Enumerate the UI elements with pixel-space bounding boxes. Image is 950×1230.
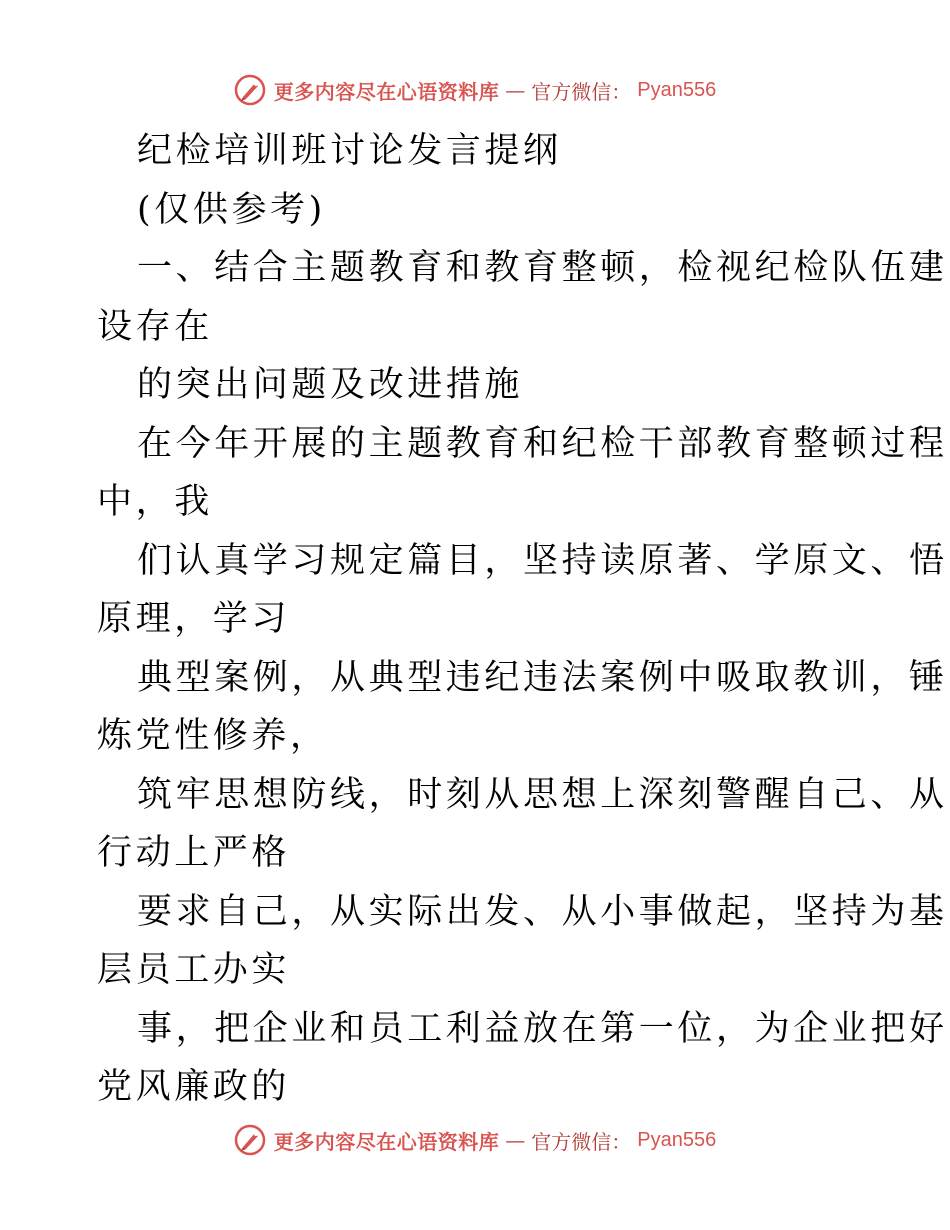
document-subtitle: (仅供参考) <box>137 189 326 230</box>
section-heading-line: 设存在 <box>97 306 213 347</box>
paragraph-line: 事，把企业和员工利益放在第一位，为企业把好 <box>137 1008 948 1049</box>
header-site-text: 更多内容尽在心语资料库 <box>273 79 500 104</box>
footer-separator: — <box>505 1128 526 1152</box>
quill-pen-logo-icon <box>234 74 266 106</box>
document-title: 纪检培训班讨论发言提纲 <box>137 131 562 171</box>
paragraph-line: 党风廉政的 <box>97 1067 291 1107</box>
header-wechat-id: Pyan556 <box>637 78 717 101</box>
paragraph-line: 典型案例，从典型违纪违法案例中吸取教训，锤 <box>137 657 948 698</box>
section-heading-line: 的突出问题及改进措施 <box>137 365 524 405</box>
document-body <box>97 122 948 1117</box>
paragraph-line: 在今年开展的主题教育和纪检干部教育整顿过程 <box>137 423 948 464</box>
header-separator: — <box>505 78 526 102</box>
paragraph-line: 们认真学习规定篇目，坚持读原著、学原文、悟 <box>137 540 948 581</box>
header-official-label: 官方微信： <box>531 79 632 104</box>
footer-wechat-id: Pyan556 <box>637 1128 717 1151</box>
header-watermark-banner <box>0 70 950 110</box>
paragraph-line: 层员工办实 <box>97 950 291 990</box>
footer-official-label: 官方微信： <box>531 1129 632 1154</box>
paragraph-line: 要求自己，从实际出发、从小事做起，坚持为基 <box>137 891 948 932</box>
paragraph-line: 中，我 <box>97 482 213 522</box>
paragraph-line: 行动上严格 <box>97 833 291 873</box>
paragraph-line: 炼党性修养， <box>97 716 329 756</box>
footer-site-text: 更多内容尽在心语资料库 <box>273 1129 500 1154</box>
section-heading-line: 一、结合主题教育和教育整顿，检视纪检队伍建 <box>137 248 948 288</box>
paragraph-line: 筑牢思想防线，时刻从思想上深刻警醒自己、从 <box>137 774 948 815</box>
paragraph-line: 原理，学习 <box>97 599 291 639</box>
quill-pen-logo-icon <box>234 1124 266 1156</box>
footer-watermark-banner <box>0 1120 950 1160</box>
